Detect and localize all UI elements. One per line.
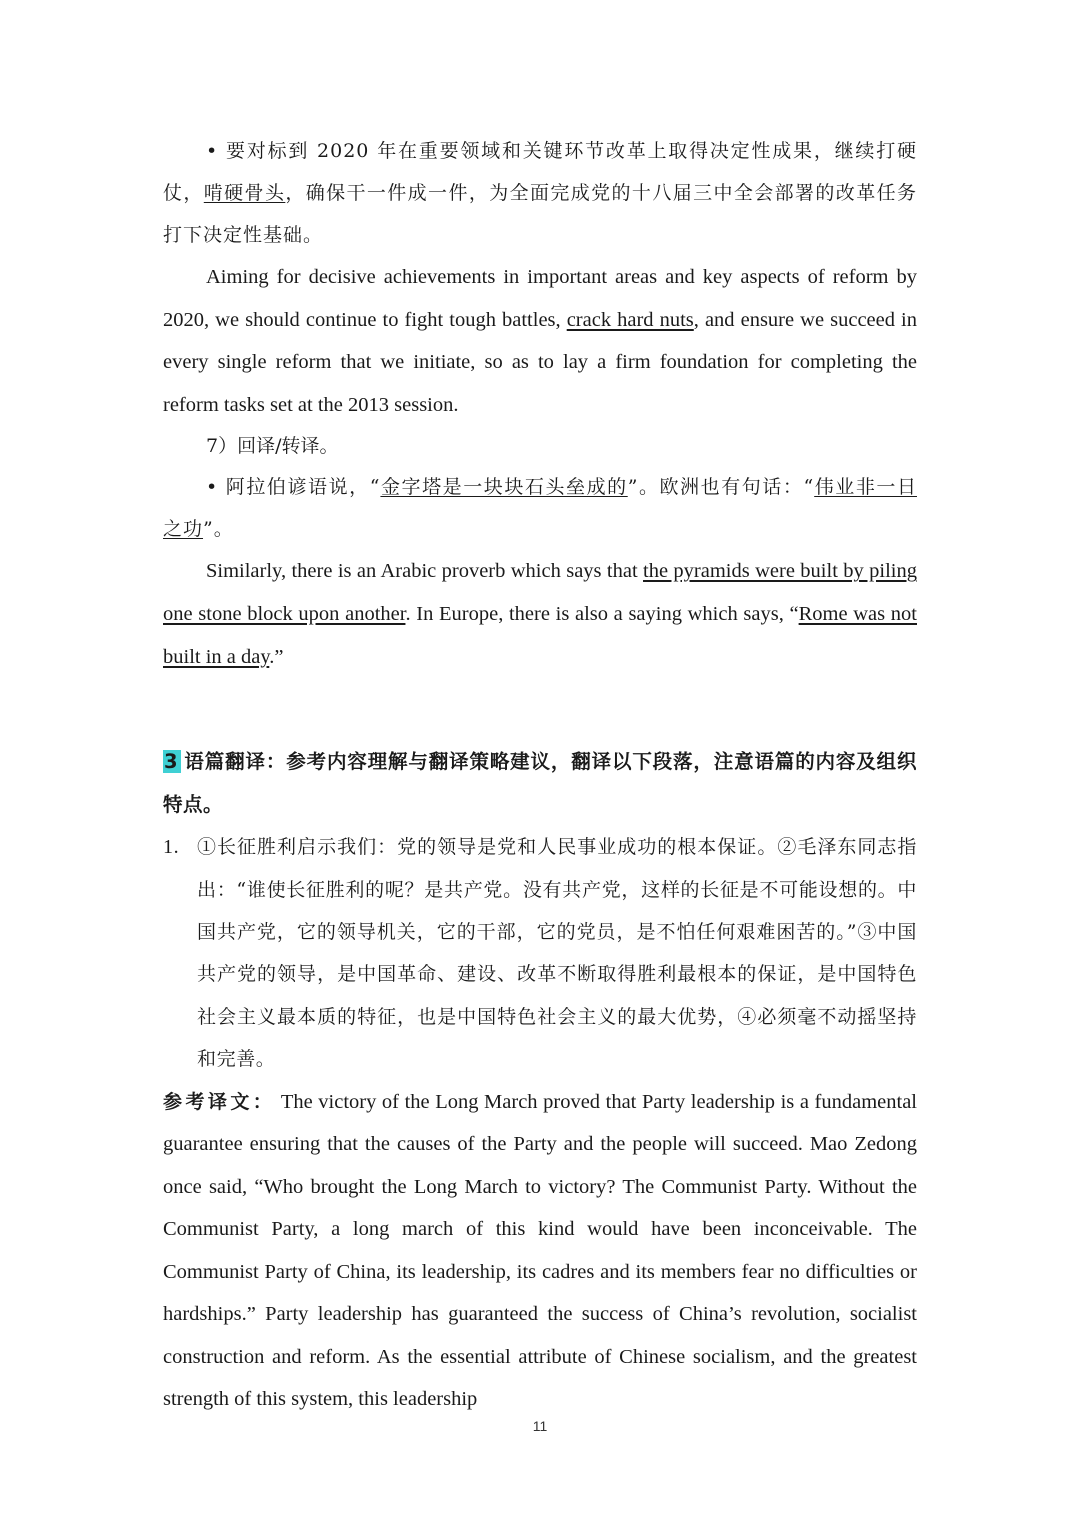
underlined-phrase: 伟业非一日之功 — [163, 476, 917, 541]
text-segment: Similarly, there is an Arabic proverb which says that — [206, 560, 644, 583]
text-segment: ”。 — [203, 518, 234, 541]
translation-paragraph-en-2 — [163, 550, 917, 678]
underlined-phrase: crack hard nuts — [566, 308, 694, 331]
text-segment: ”。欧洲也有句话：“ — [627, 476, 815, 499]
text-segment: Aiming for decisive achievements in important areas and key aspects of reform by 2020, we should continue to fight tough battles, — [163, 266, 917, 331]
bullet-paragraph-zh-2 — [163, 466, 917, 550]
text-segment: . In Europe, there is also a saying which says, “ — [405, 602, 799, 625]
text-segment: • 阿拉伯谚语说，“ — [206, 476, 381, 499]
exercise-item-1 — [163, 826, 917, 1080]
translation-paragraph-en-1 — [163, 256, 917, 426]
section-title: 语篇翻译：参考内容理解与翻译策略建议，翻译以下段落，注意语篇的内容及组织特点。 — [163, 750, 917, 817]
exercise-text: ①长征胜利启示我们：党的领导是党和人民事业成功的根本保证。②毛泽东同志指出：“谁使长征胜利的呢？是共产党。没有共产党，这样的长征是不可能设想的。中国共产党，它的领导机关，它的干部，它的党员，是不怕任何艰难困苦的。”③中国共产党的领导，是中国革命、建设、改革不断取得胜利最根本的保证，是中国特色社会主义最本质的特征，也是中国特色社会主义的最大优势，④必须毫不动摇坚持和完善。 — [197, 836, 917, 1071]
text-segment: .” — [269, 645, 284, 668]
reference-translation — [163, 1081, 917, 1421]
item-number: 1. — [163, 836, 180, 859]
text-segment: • 要对标到 2020 年在重要领域和关键环节改革上取得决定性成果，继续打硬仗， — [163, 140, 917, 204]
reference-text: The victory of the Long March proved that Party leadership is a fundamental guarantee ensuring that the causes of the Party and the people will succeed. Mao Zedong once said, “Who brought the Long March to victory? The Communist Party. Without the Communist Party, a long march of this kind would have been inconceivable. The Communist Party of China, its leadership, its cadres and its members fear no difficulties or hardships.” Party leadership has guaranteed the success of China’s revolution, socialist construction and reform. As the essential attribute of Chinese socialism, and the greatest strength of this system, this leadership — [163, 1090, 917, 1411]
text-segment: ，确保干一件成一件，为全面完成党的十八届三中全会部署的改革任务打下决定性基础。 — [163, 182, 917, 246]
bullet-paragraph-zh-1 — [163, 130, 917, 256]
reference-label: 参考译文： — [163, 1090, 276, 1113]
text-segment: , and ensure we succeed in every single reform that we initiate, so as to lay a firm foundation for completing the reform tasks set at the 2013 session. — [163, 308, 917, 416]
underlined-phrase: Rome was not built in a day — [163, 602, 917, 668]
underlined-phrase: 啃硬骨头 — [203, 182, 286, 204]
section-number-highlight: 3 — [163, 750, 181, 773]
subheading-item-7: 7）回译/转译。 — [206, 435, 339, 458]
underlined-phrase: 金字塔是一块块石头垒成的 — [380, 476, 628, 499]
section-heading-3 — [163, 740, 917, 826]
underlined-phrase: the pyramids were built by piling one stone block upon another — [163, 560, 917, 625]
page-number: 11 — [532, 1418, 548, 1434]
document-body — [163, 130, 917, 1421]
